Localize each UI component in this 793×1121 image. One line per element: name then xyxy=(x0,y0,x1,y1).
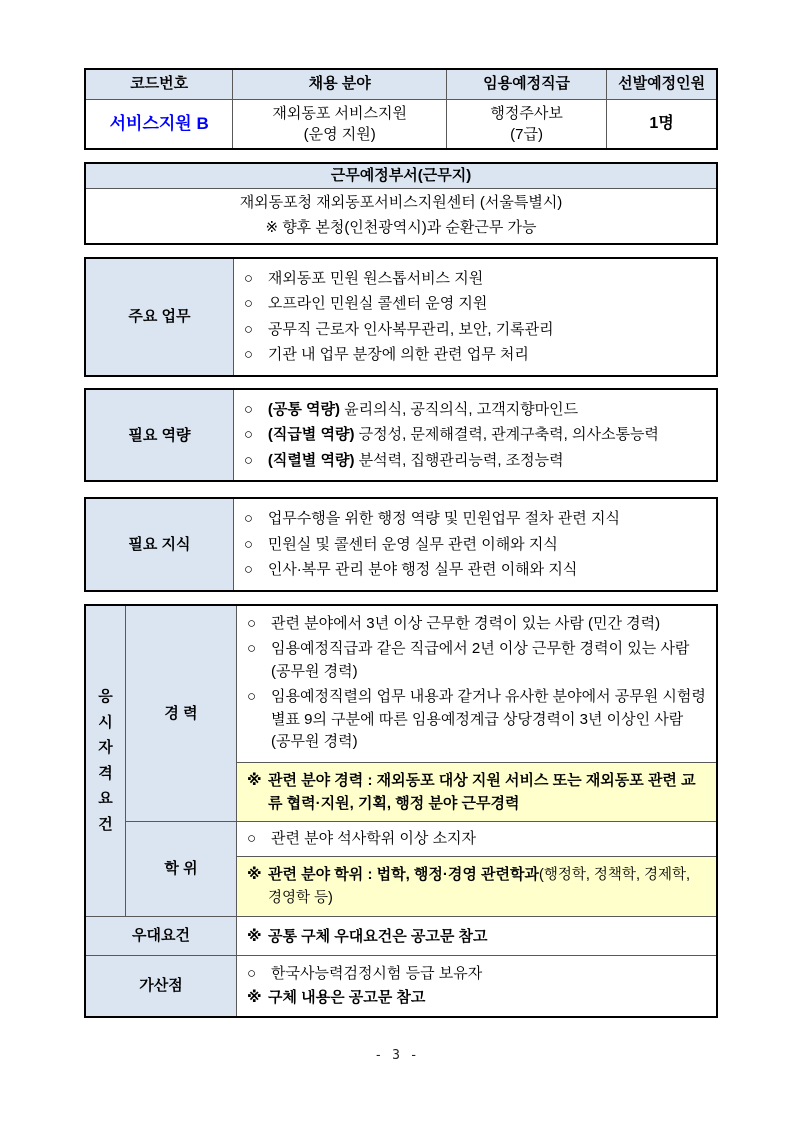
document-body xyxy=(84,68,718,1018)
competency-item: ○ (공통 역량) 윤리의식, 공직의식, 고객지향마인드 xyxy=(244,399,706,422)
page-number: - 3 - xyxy=(374,1048,419,1063)
header-appointment-grade: 임용예정직급 xyxy=(447,70,606,99)
duty-item: ○ 재외동포 민원 원스톱서비스 지원 xyxy=(244,268,706,291)
degree-requirements xyxy=(237,822,716,856)
career-related-field-note: ※ 관련 분야 경력 : 재외동포 대상 지원 서비스 또는 재외동포 관련 교류 협력·지원, 기획, 행정 분야 근무경력 xyxy=(237,763,716,822)
header-code-number: 코드번호 xyxy=(86,70,232,99)
knowledge-item: ○ 업무수행을 위한 행정 역량 및 민원업무 절차 관련 지식 xyxy=(244,508,706,531)
circle-bullet-icon: ○ xyxy=(243,426,253,444)
knowledge-item: ○ 인사·복무 관리 분야 행정 실무 관련 이해와 지식 xyxy=(244,559,706,582)
appointment-grade-line1: 행정주사보 xyxy=(490,105,563,122)
code-number-cell xyxy=(86,100,232,148)
code-number-value: 서비스지원 B xyxy=(109,114,209,134)
recruit-field-line1: 재외동포 서비스지원 xyxy=(272,105,407,122)
career-item: ○ 관련 분야에서 3년 이상 근무한 경력이 있는 사람 (민간 경력) xyxy=(247,613,706,636)
recruit-field-line2: (운영 지원) xyxy=(303,126,376,143)
bonus-points-content: ○ 한국사능력검정시험 등급 보유자 ※ 구체 내용은 공고문 참고 xyxy=(237,956,716,1016)
main-duties-label: 주요 업무 xyxy=(86,259,233,375)
recruit-field-cell xyxy=(233,100,446,148)
header-planned-headcount: 선발예정인원 xyxy=(607,70,716,99)
circle-bullet-icon: ○ xyxy=(243,400,253,418)
recruitment-summary-table xyxy=(84,68,718,150)
headcount-cell xyxy=(607,100,716,148)
degree-related-field-note: ※ 관련 분야 학위 : 법학, 행정·경영 관련학과(행정학, 정책학, 경제학, 경영학 등) xyxy=(237,857,716,916)
circle-bullet-icon: ○ xyxy=(243,320,253,338)
circle-bullet-icon: ○ xyxy=(247,830,257,848)
reference-marker: ※ xyxy=(247,771,262,789)
qualifications-table xyxy=(84,604,718,1018)
circle-bullet-icon: ○ xyxy=(247,614,257,632)
work-location-table xyxy=(84,162,718,245)
degree-item: ○ 관련 분야 석사학위 이상 소지자 xyxy=(247,828,706,851)
degree-label: 학 위 xyxy=(126,822,236,915)
career-label: 경 력 xyxy=(126,606,236,822)
duty-item: ○ 공무직 근로자 인사복무관리, 보안, 기록관리 xyxy=(244,319,706,342)
required-competencies-table xyxy=(84,388,718,483)
circle-bullet-icon: ○ xyxy=(247,640,257,658)
required-knowledge-content xyxy=(234,499,716,590)
required-knowledge-table xyxy=(84,497,718,592)
required-knowledge-label: 필요 지식 xyxy=(86,499,233,590)
competency-item: ○ (직렬별 역량) 분석력, 집행관리능력, 조정능력 xyxy=(244,450,706,473)
main-duties-content xyxy=(234,259,716,375)
circle-bullet-icon: ○ xyxy=(243,269,253,287)
circle-bullet-icon: ○ xyxy=(247,688,257,706)
circle-bullet-icon: ○ xyxy=(243,295,253,313)
circle-bullet-icon: ○ xyxy=(247,964,257,982)
header-recruit-field: 채용 분야 xyxy=(233,70,446,99)
qualifications-vertical-label: 응시자격요건 xyxy=(86,606,125,916)
circle-bullet-icon: ○ xyxy=(243,346,253,364)
reference-marker: ※ xyxy=(247,865,262,883)
circle-bullet-icon: ○ xyxy=(243,451,253,469)
preferred-requirements-content: ※ 공통 구체 우대요건은 공고문 참고 xyxy=(237,917,716,955)
reference-marker: ※ xyxy=(247,989,262,1007)
preferred-requirements-label: 우대요건 xyxy=(86,917,236,955)
work-location-line2: ※ 향후 본청(인천광역시)과 순환근무 가능 xyxy=(265,219,537,236)
duty-item: ○ 오프라인 민원실 콜센터 운영 지원 xyxy=(244,293,706,316)
career-item: ○ 임용예정직급과 같은 직급에서 2년 이상 근무한 경력이 있는 사람 (공무원 경력) xyxy=(247,638,706,683)
circle-bullet-icon: ○ xyxy=(243,535,253,553)
required-competencies-label: 필요 역량 xyxy=(86,390,233,481)
circle-bullet-icon: ○ xyxy=(243,510,253,528)
circle-bullet-icon: ○ xyxy=(243,561,253,579)
headcount-value: 1명 xyxy=(649,114,674,132)
career-requirements xyxy=(237,606,716,762)
bonus-points-label: 가산점 xyxy=(86,956,236,1016)
competency-item: ○ (직급별 역량) 긍정성, 문제해결력, 관계구축력, 의사소통능력 xyxy=(244,424,706,447)
appointment-grade-cell xyxy=(447,100,606,148)
required-competencies-content xyxy=(234,390,716,481)
main-duties-table xyxy=(84,257,718,377)
career-item: ○ 임용예정직렬의 업무 내용과 같거나 유사한 분야에서 공무원 시험령 별표 9의 구분에 따른 임용예정계급 상당경력이 3년 이상인 사람 (공무원 경력) xyxy=(247,686,706,754)
duty-item: ○ 기관 내 업무 분장에 의한 관련 업무 처리 xyxy=(244,344,706,367)
work-location-body xyxy=(86,189,716,243)
reference-marker: ※ xyxy=(247,927,262,945)
knowledge-item: ○ 민원실 및 콜센터 운영 실무 관련 이해와 지식 xyxy=(244,534,706,557)
work-location-header: 근무예정부서(근무지) xyxy=(86,164,716,188)
appointment-grade-line2: (7급) xyxy=(510,126,543,143)
bonus-item: ○ 한국사능력검정시험 등급 보유자 xyxy=(247,963,706,986)
work-location-line1: 재외동포청 재외동포서비스지원센터 (서울특별시) xyxy=(239,194,563,212)
